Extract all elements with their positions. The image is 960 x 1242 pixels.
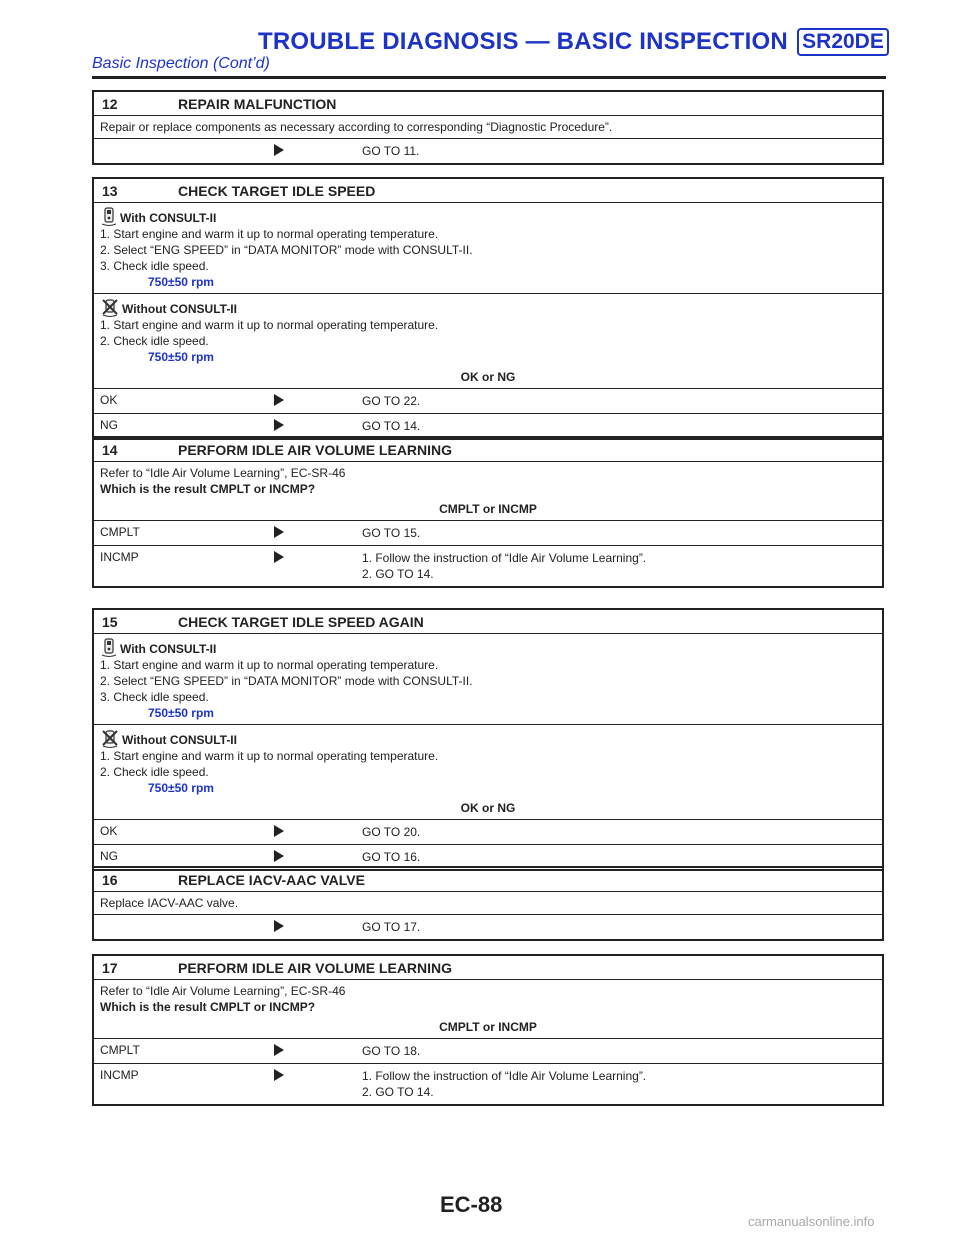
step-title: CHECK TARGET IDLE SPEED AGAIN [178,613,424,630]
arrow-right-icon [274,551,284,563]
condition-text: CMPLT [100,1043,140,1057]
step-body [94,980,882,1039]
result-cell: GO TO 22. [362,394,421,408]
idle-speed-spec: 750±50 rpm [148,781,214,795]
no-consult-icon [100,728,120,748]
result-row [94,139,882,163]
procedure-step: 3. Check idle speed. [100,690,209,704]
step-13 [92,177,884,440]
step-17 [92,954,884,1106]
condition-cell [94,546,294,586]
arrow-right-icon [274,394,284,406]
result-cell [294,1039,882,1063]
condition-text: NG [100,849,118,863]
question-text: Which is the result CMPLT or INCMP? [100,1000,316,1014]
judgement-label: OK or NG [460,801,516,815]
step-title: CHECK TARGET IDLE SPEED [178,182,376,199]
result-row [94,1064,882,1104]
arrow-right-icon [274,920,284,932]
procedure-step: 1. Start engine and warm it up to normal operating temperature. [100,749,439,763]
judgement-label: CMPLT or INCMP [439,502,537,516]
page-number: EC-88 [440,1192,503,1217]
result-row [94,820,882,845]
arrow-right-icon [274,850,284,862]
procedure-step: 1. Start engine and warm it up to normal operating temperature. [100,318,439,332]
step-header [94,92,882,116]
step-14 [92,436,884,588]
without-consult-section [94,294,882,389]
step-title: REPLACE IACV-AAC VALVE [178,871,365,888]
instruction-text: Replace IACV-AAC valve. [100,896,239,910]
condition-text: OK [100,824,118,838]
judgement-label: OK or NG [460,370,516,384]
with-consult-label [100,206,876,226]
page-title: TROUBLE DIAGNOSIS — BASIC INSPECTION [258,28,788,55]
step-header [94,438,882,462]
idle-speed-spec: 750±50 rpm [148,706,214,720]
condition-cell [94,915,294,939]
procedure-step: 1. Start engine and warm it up to normal operating temperature. [100,227,439,241]
judgement-label: CMPLT or INCMP [439,1020,537,1034]
with-consult-section [94,634,882,725]
condition-cell [94,414,294,438]
step-body [94,892,882,915]
step-number: 17 [102,959,118,976]
without-consult-section [94,725,882,820]
step-number: 13 [102,182,118,199]
condition-text: INCMP [100,550,139,564]
arrow-right-icon [274,144,284,156]
result-row [94,546,882,586]
result-cell: GO TO 14. [362,419,421,433]
result-line: 2. GO TO 14. [362,1085,434,1099]
arrow-right-icon [274,526,284,538]
question-text: Which is the result CMPLT or INCMP? [100,482,316,496]
result-row [94,521,882,546]
result-cell [294,521,882,545]
without-consult-text: Without CONSULT-II [122,733,237,747]
reference-text: Refer to “Idle Air Volume Learning”, EC-SR-46 [100,466,346,480]
instruction-text: Repair or replace components as necessary according to corresponding “Diagnostic Procedure”. [100,120,613,134]
condition-text: OK [100,393,118,407]
page-subtitle: Basic Inspection (Cont’d) [92,55,270,72]
condition-cell [94,139,294,163]
step-title: PERFORM IDLE AIR VOLUME LEARNING [178,959,453,976]
idle-speed-spec: 750±50 rpm [148,275,214,289]
step-title: PERFORM IDLE AIR VOLUME LEARNING [178,441,453,458]
step-number: 14 [102,441,118,458]
without-consult-label [100,728,876,748]
result-line: 1. Follow the instruction of “Idle Air Volume Learning”. [362,551,647,565]
result-cell: GO TO 16. [362,850,421,864]
procedure-step: 2. Select “ENG SPEED” in “DATA MONITOR” mode with CONSULT-II. [100,243,473,257]
step-number: 12 [102,95,118,112]
result-row [94,1039,882,1064]
condition-cell [94,1064,294,1104]
condition-text: CMPLT [100,525,140,539]
consult-tester-icon [100,206,118,226]
result-row [94,915,882,939]
step-body [94,116,882,139]
procedure-step: 1. Start engine and warm it up to normal operating temperature. [100,658,439,672]
arrow-right-icon [274,825,284,837]
step-header [94,956,882,980]
procedure-step: 2. Select “ENG SPEED” in “DATA MONITOR” mode with CONSULT-II. [100,674,473,688]
condition-cell [94,521,294,545]
condition-cell [94,389,294,413]
step-header [94,179,882,203]
step-body [94,462,882,521]
condition-text: INCMP [100,1068,139,1082]
arrow-right-icon [274,1069,284,1081]
step-16 [92,866,884,941]
result-cell: GO TO 11. [362,144,420,158]
result-cell [294,546,882,586]
watermark: carmanualsonline.info [748,1214,875,1229]
condition-cell [94,820,294,844]
no-consult-icon [100,297,120,317]
with-consult-text: With CONSULT-II [120,642,217,656]
with-consult-label [100,637,876,657]
result-line: GO TO 15. [362,526,421,540]
with-consult-text: With CONSULT-II [120,211,217,225]
model-badge: SR20DE [797,28,889,56]
without-consult-label [100,297,876,317]
result-cell [294,1064,882,1104]
step-header [94,868,882,892]
step-number: 16 [102,871,118,888]
arrow-right-icon [274,1044,284,1056]
consult-tester-icon [100,637,118,657]
idle-speed-spec: 750±50 rpm [148,350,214,364]
step-header [94,610,882,634]
procedure-step: 2. Check idle speed. [100,765,209,779]
header-rule [92,76,886,79]
procedure-step: 2. Check idle speed. [100,334,209,348]
step-title: REPAIR MALFUNCTION [178,95,337,112]
procedure-step: 3. Check idle speed. [100,259,209,273]
result-line: 2. GO TO 14. [362,567,434,581]
result-cell: GO TO 20. [362,825,421,839]
result-cell: GO TO 17. [362,920,421,934]
step-12 [92,90,884,165]
arrow-right-icon [274,419,284,431]
condition-text: NG [100,418,118,432]
with-consult-section [94,203,882,294]
result-line: GO TO 18. [362,1044,421,1058]
step-15 [92,608,884,871]
step-number: 15 [102,613,118,630]
result-line: 1. Follow the instruction of “Idle Air Volume Learning”. [362,1069,647,1083]
condition-cell [94,1039,294,1063]
result-row [94,414,882,438]
reference-text: Refer to “Idle Air Volume Learning”, EC-SR-46 [100,984,346,998]
without-consult-text: Without CONSULT-II [122,302,237,316]
result-row [94,389,882,414]
